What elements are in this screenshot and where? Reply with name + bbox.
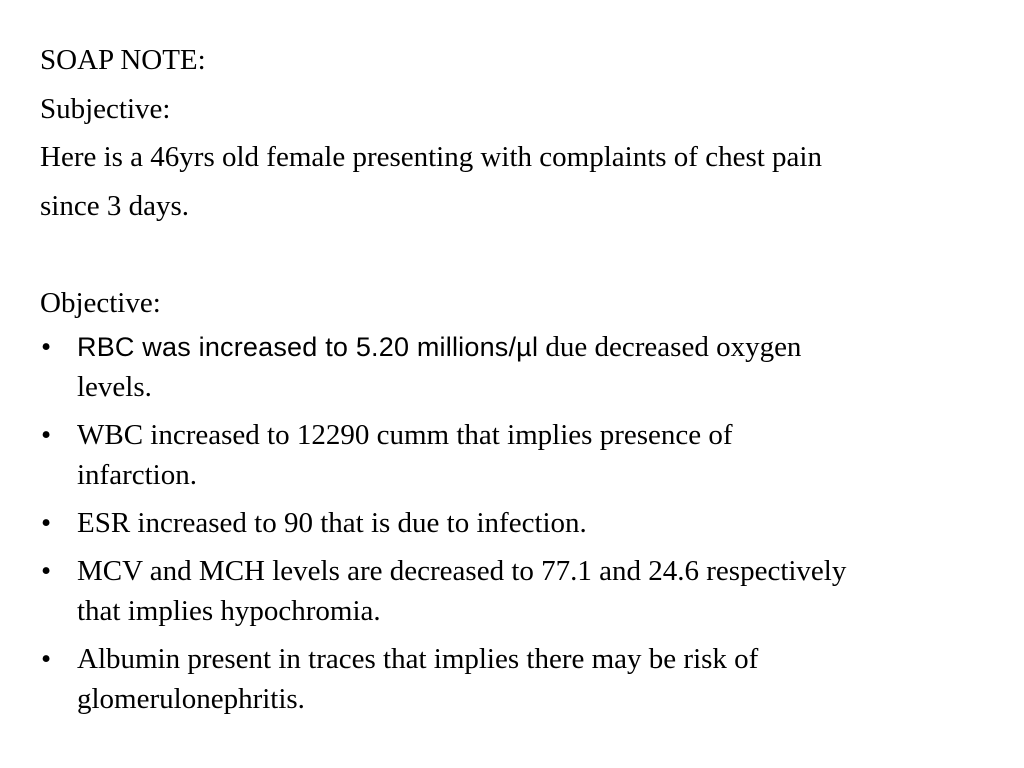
bullet-icon: • (41, 419, 52, 451)
subjective-label: Subjective: (40, 92, 171, 125)
bullet-icon: • (41, 555, 52, 587)
objective-label: Objective: (40, 286, 161, 319)
bullet-icon: • (41, 331, 52, 363)
subjective-text-line-1: Here is a 46yrs old female presenting with complaints of chest pain (40, 141, 822, 173)
finding-albumin-text-cont: glomerulonephritis. (77, 683, 305, 715)
finding-rbc-text: due decreased oxygen (538, 331, 802, 363)
finding-mcv-mch-text-cont: that implies hypochromia. (77, 595, 381, 627)
bullet-icon: • (41, 643, 52, 675)
slide-content (40, 36, 1000, 727)
finding-mcv-mch (40, 551, 1000, 631)
finding-rbc (40, 327, 1000, 407)
finding-rbc-lead: RBC was increased to 5.20 millions/µl (77, 332, 539, 362)
finding-rbc-text-cont: levels. (77, 371, 152, 403)
bullet-icon: • (41, 507, 52, 539)
finding-wbc-text: WBC increased to 12290 cumm that implies presence of (77, 419, 733, 451)
finding-mcv-mch-text: MCV and MCH levels are decreased to 77.1 and 24.6 respectively (77, 555, 847, 587)
finding-albumin-text: Albumin present in traces that implies there may be risk of (77, 643, 759, 675)
section-spacer (40, 230, 1000, 279)
objective-findings-list (40, 327, 1000, 719)
finding-esr (40, 503, 1000, 543)
finding-esr-text: ESR increased to 90 that is due to infection. (77, 507, 587, 539)
subjective-text-line-2: since 3 days. (40, 189, 189, 222)
finding-albumin (40, 639, 1000, 719)
finding-wbc-text-cont: infarction. (77, 459, 197, 491)
page-title: SOAP NOTE: (40, 44, 206, 76)
finding-wbc (40, 415, 1000, 495)
